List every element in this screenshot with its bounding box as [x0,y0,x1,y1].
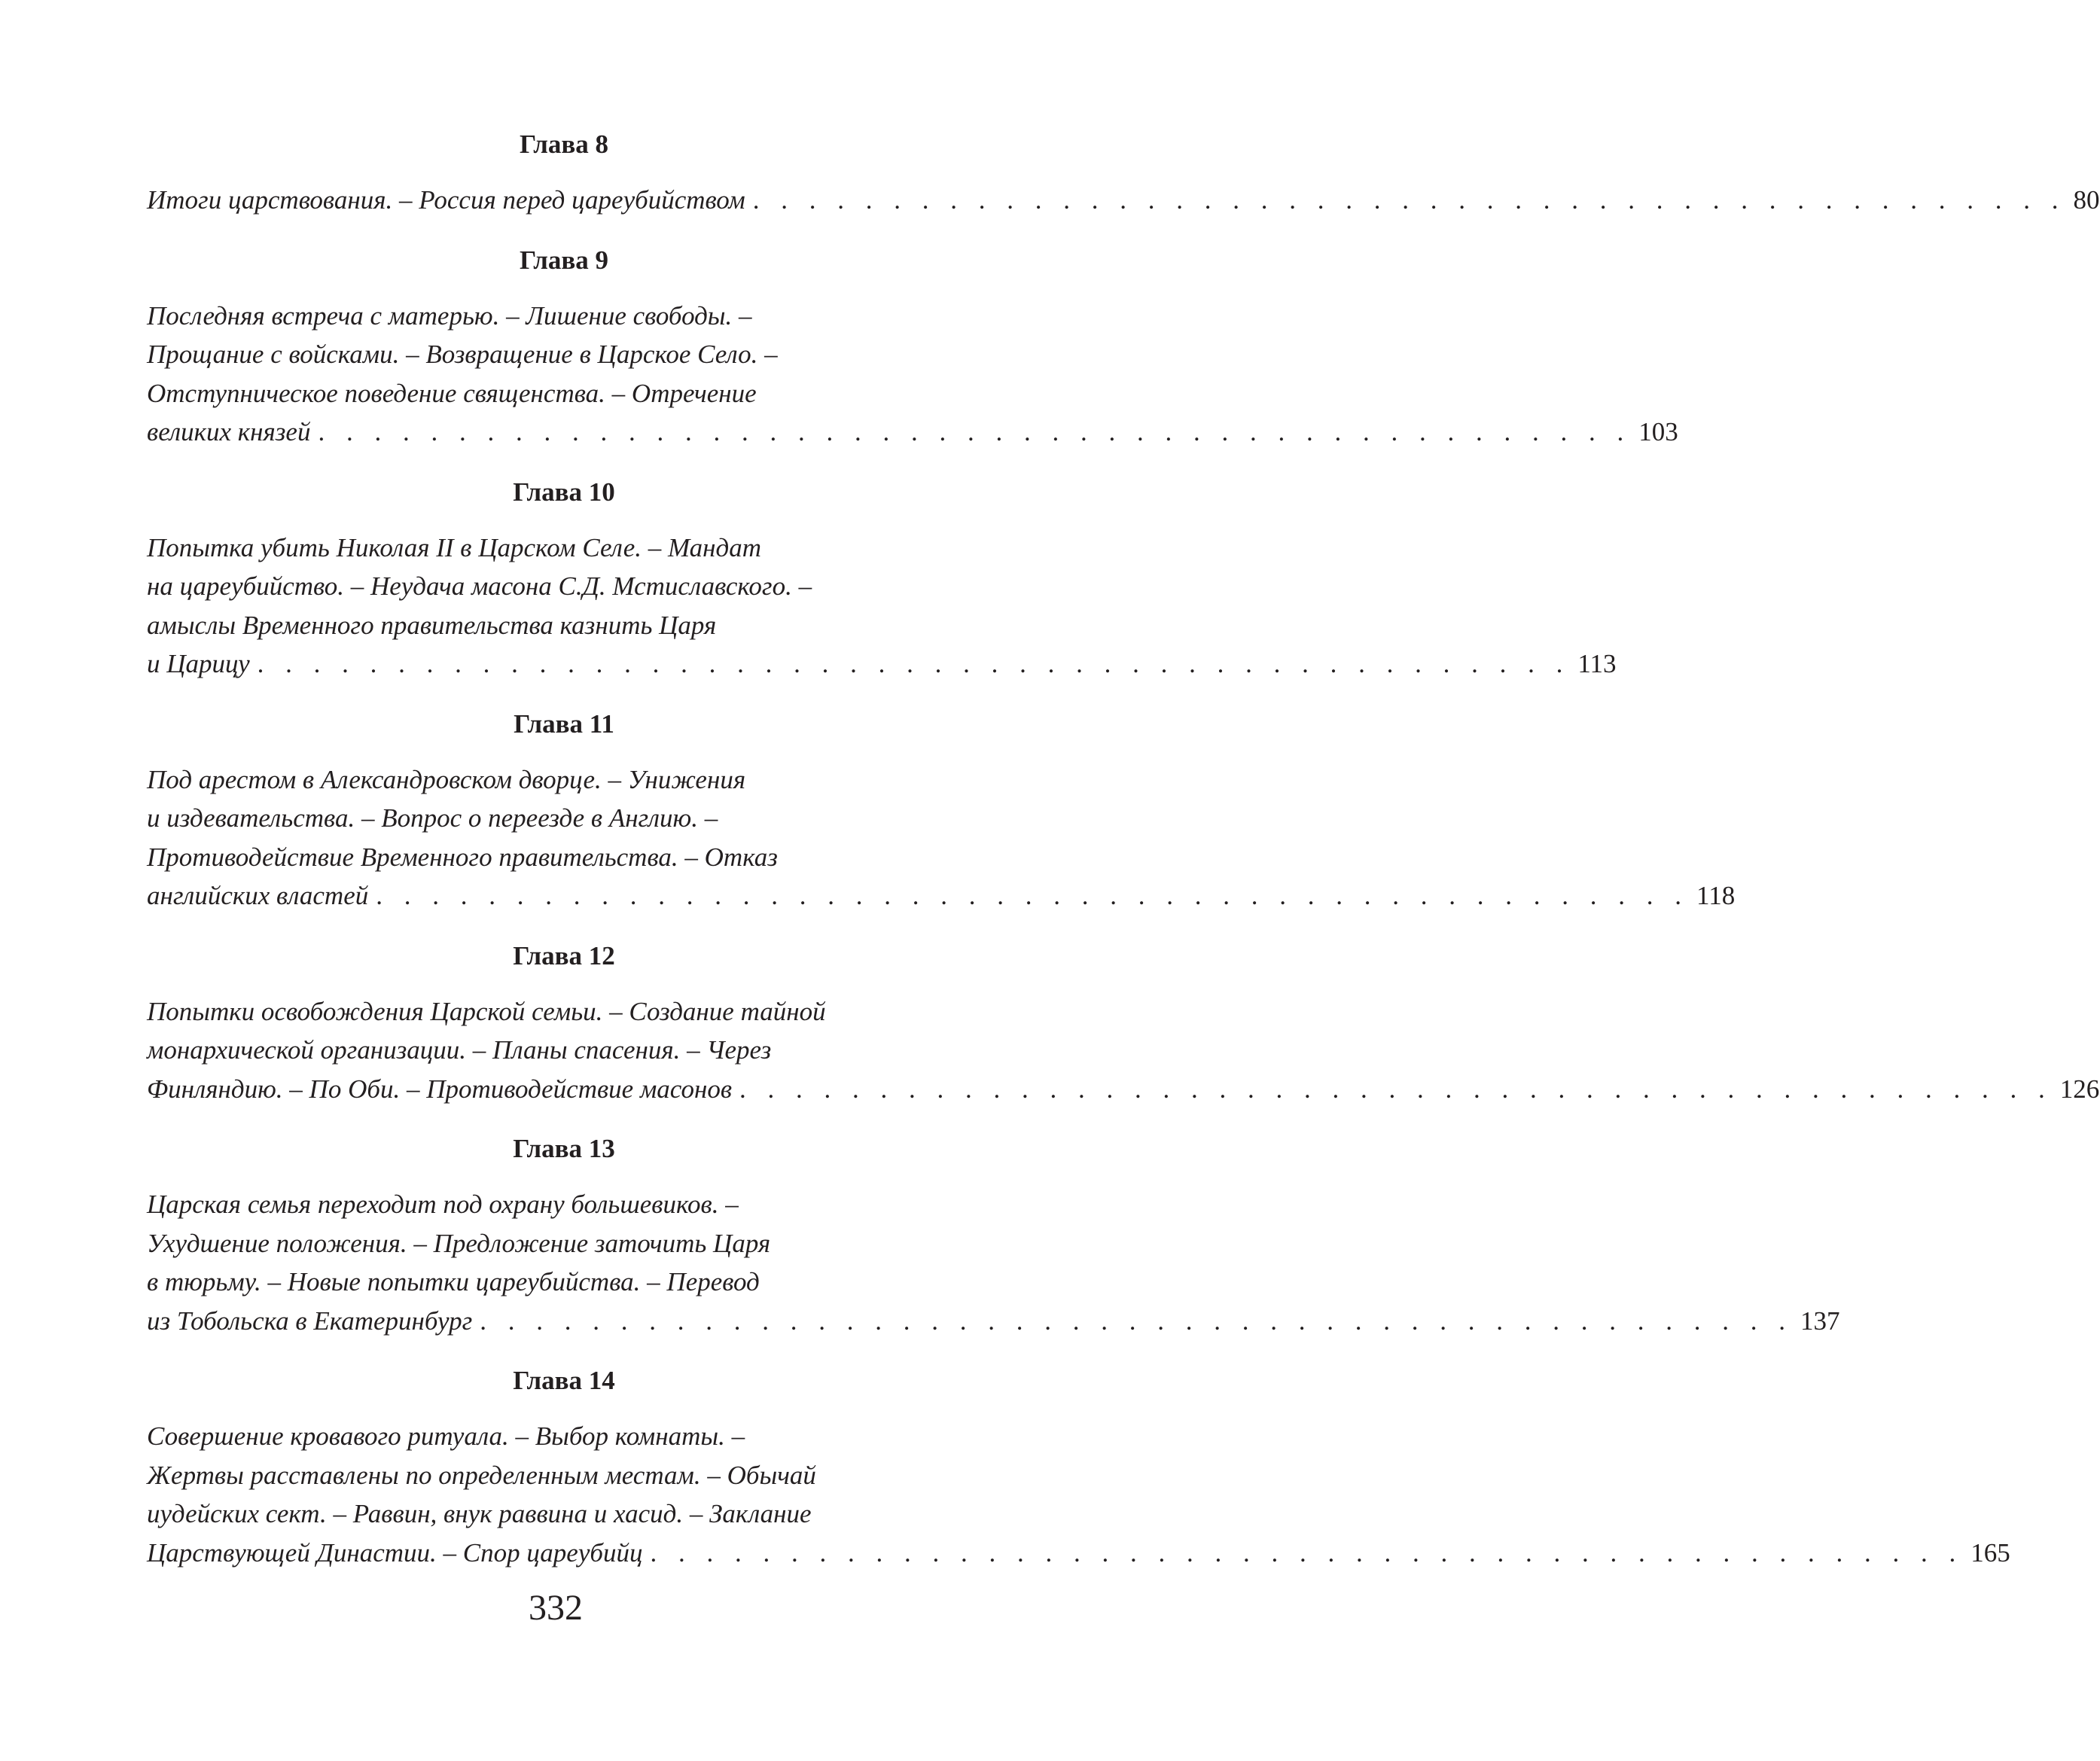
chapter-summary [147,181,2100,220]
entry-text: английских властей [147,881,369,910]
entry-line: и издевательства. – Вопрос о переезде в Англию. – [147,803,718,833]
dot-leader: . . . . . . . . . . . . . . . . . . . . . . . . . . . . . . . . . . . . . . . . . . . . . . . [376,881,1689,910]
entry-line: иудейских сект. – Раввин, внук раввина и хасид. – Заклание [147,1499,812,1528]
entry-line: Царская семья переходит под охрану большевиков. – [147,1190,739,1219]
page-number: 165 [1970,1537,2010,1568]
chapter-title: Глава 9 [519,245,609,275]
entry-line: Ухудшение положения. – Предложение заточить Царя [147,1228,771,1258]
dot-leader: . . . . . . . . . . . . . . . . . . . . . . . . . . . . . . . . . . . . . . . . . . . . . . . [318,417,1632,446]
entry-text: Царствующей Династии. – Спор цареубийц [147,1537,643,1568]
chapter-summary [147,1185,1840,1340]
dot-leader: . . . . . . . . . . . . . . . . . . . . . . . . . . . . . . . . . . . . . . . . . . . . . . . [480,1306,1794,1336]
chapter-12 [147,938,2100,1109]
entry-text: Итоги царствования. – Россия перед цареубийством [147,185,745,215]
entry-line: Прощание с войсками. – Возвращение в Царское Село. – [147,340,778,369]
toc-entry-line [147,181,2100,220]
chapter-summary [147,1417,2010,1572]
chapter-summary [147,529,1617,684]
chapter-title: Глава 12 [513,940,615,970]
entry-line: монархической организации. – Планы спасения. – Через [147,1035,772,1065]
entry-line: Попытка убить Николая II в Царском Селе. – Мандат [147,532,762,562]
chapter-summary [147,297,1678,452]
chapter-title: Глава 13 [513,1134,615,1163]
chapter-10 [147,474,1617,684]
chapter-title: Глава 10 [513,477,615,507]
entry-text: Финляндию. – По Оби. – Противодействие масонов [147,1074,733,1104]
dot-leader: . . . . . . . . . . . . . . . . . . . . . . . . . . . . . . . . . . . . . . . . . . . . . . . [650,1537,1964,1568]
dot-leader: . . . . . . . . . . . . . . . . . . . . . . . . . . . . . . . . . . . . . . . . . . . . . . . [752,185,2066,215]
chapter-title: Глава 8 [519,129,609,159]
dot-leader: . . . . . . . . . . . . . . . . . . . . . . . . . . . . . . . . . . . . . . . . . . . . . . . [257,649,1571,678]
toc-entry-line [147,1070,2100,1109]
toc-entry-line [147,644,1617,684]
chapter-title: Глава 14 [513,1366,615,1395]
toc-entry-line [147,413,1678,452]
page-number: 103 [1638,417,1678,446]
toc-entry-line [147,1534,2010,1573]
chapter-11 [147,706,1736,916]
entry-text: великих князей [147,417,311,446]
entry-line: в тюрьму. – Новые попытки цареубийства. – Перевод [147,1267,760,1296]
chapter-summary [147,992,2100,1109]
entry-text: и Царицу [147,649,250,678]
toc-entry-line [147,876,1736,916]
entry-line: Отступническое поведение священства. – Отречение [147,378,757,408]
entry-line: Последняя встреча с матерью. – Лишение свободы. – [147,300,752,331]
dot-leader: . . . . . . . . . . . . . . . . . . . . . . . . . . . . . . . . . . . . . . . . . . . . . . . [739,1074,2053,1104]
entry-line: на цареубийство. – Неудача масона С.Д. Мстиславского. – [147,571,812,601]
chapter-14 [147,1363,2010,1572]
page-folio-number: 332 [529,1588,583,1628]
entry-text: из Тобольска в Екатеринбург [147,1306,473,1336]
chapter-8 [147,126,2100,220]
page-number: 137 [1800,1306,1840,1336]
entry-line: амыслы Временного правительства казнить Царя [147,610,717,640]
toc-entry-line [147,1302,1840,1341]
page-number: 118 [1696,881,1736,910]
entry-line: Попытки освобождения Царской семьи. – Создание тайной [147,996,826,1026]
chapter-title: Глава 11 [514,708,614,739]
entry-line: Противодействие Временного правительства. – Отказ [147,842,778,872]
entry-line: Жертвы расставлены по определенным местам. – Обычай [147,1460,816,1490]
chapter-13 [147,1131,1840,1340]
entry-line: Под арестом в Александровском дворце. – Унижения [147,764,746,794]
page-number: 113 [1577,649,1617,678]
chapter-summary [147,760,1736,916]
page-number: 80 [2073,185,2100,215]
chapter-9 [147,242,1678,452]
table-of-contents [147,126,2100,1572]
page-number: 126 [2059,1074,2100,1104]
entry-line: Совершение кровавого ритуала. – Выбор комнаты. – [147,1421,745,1451]
